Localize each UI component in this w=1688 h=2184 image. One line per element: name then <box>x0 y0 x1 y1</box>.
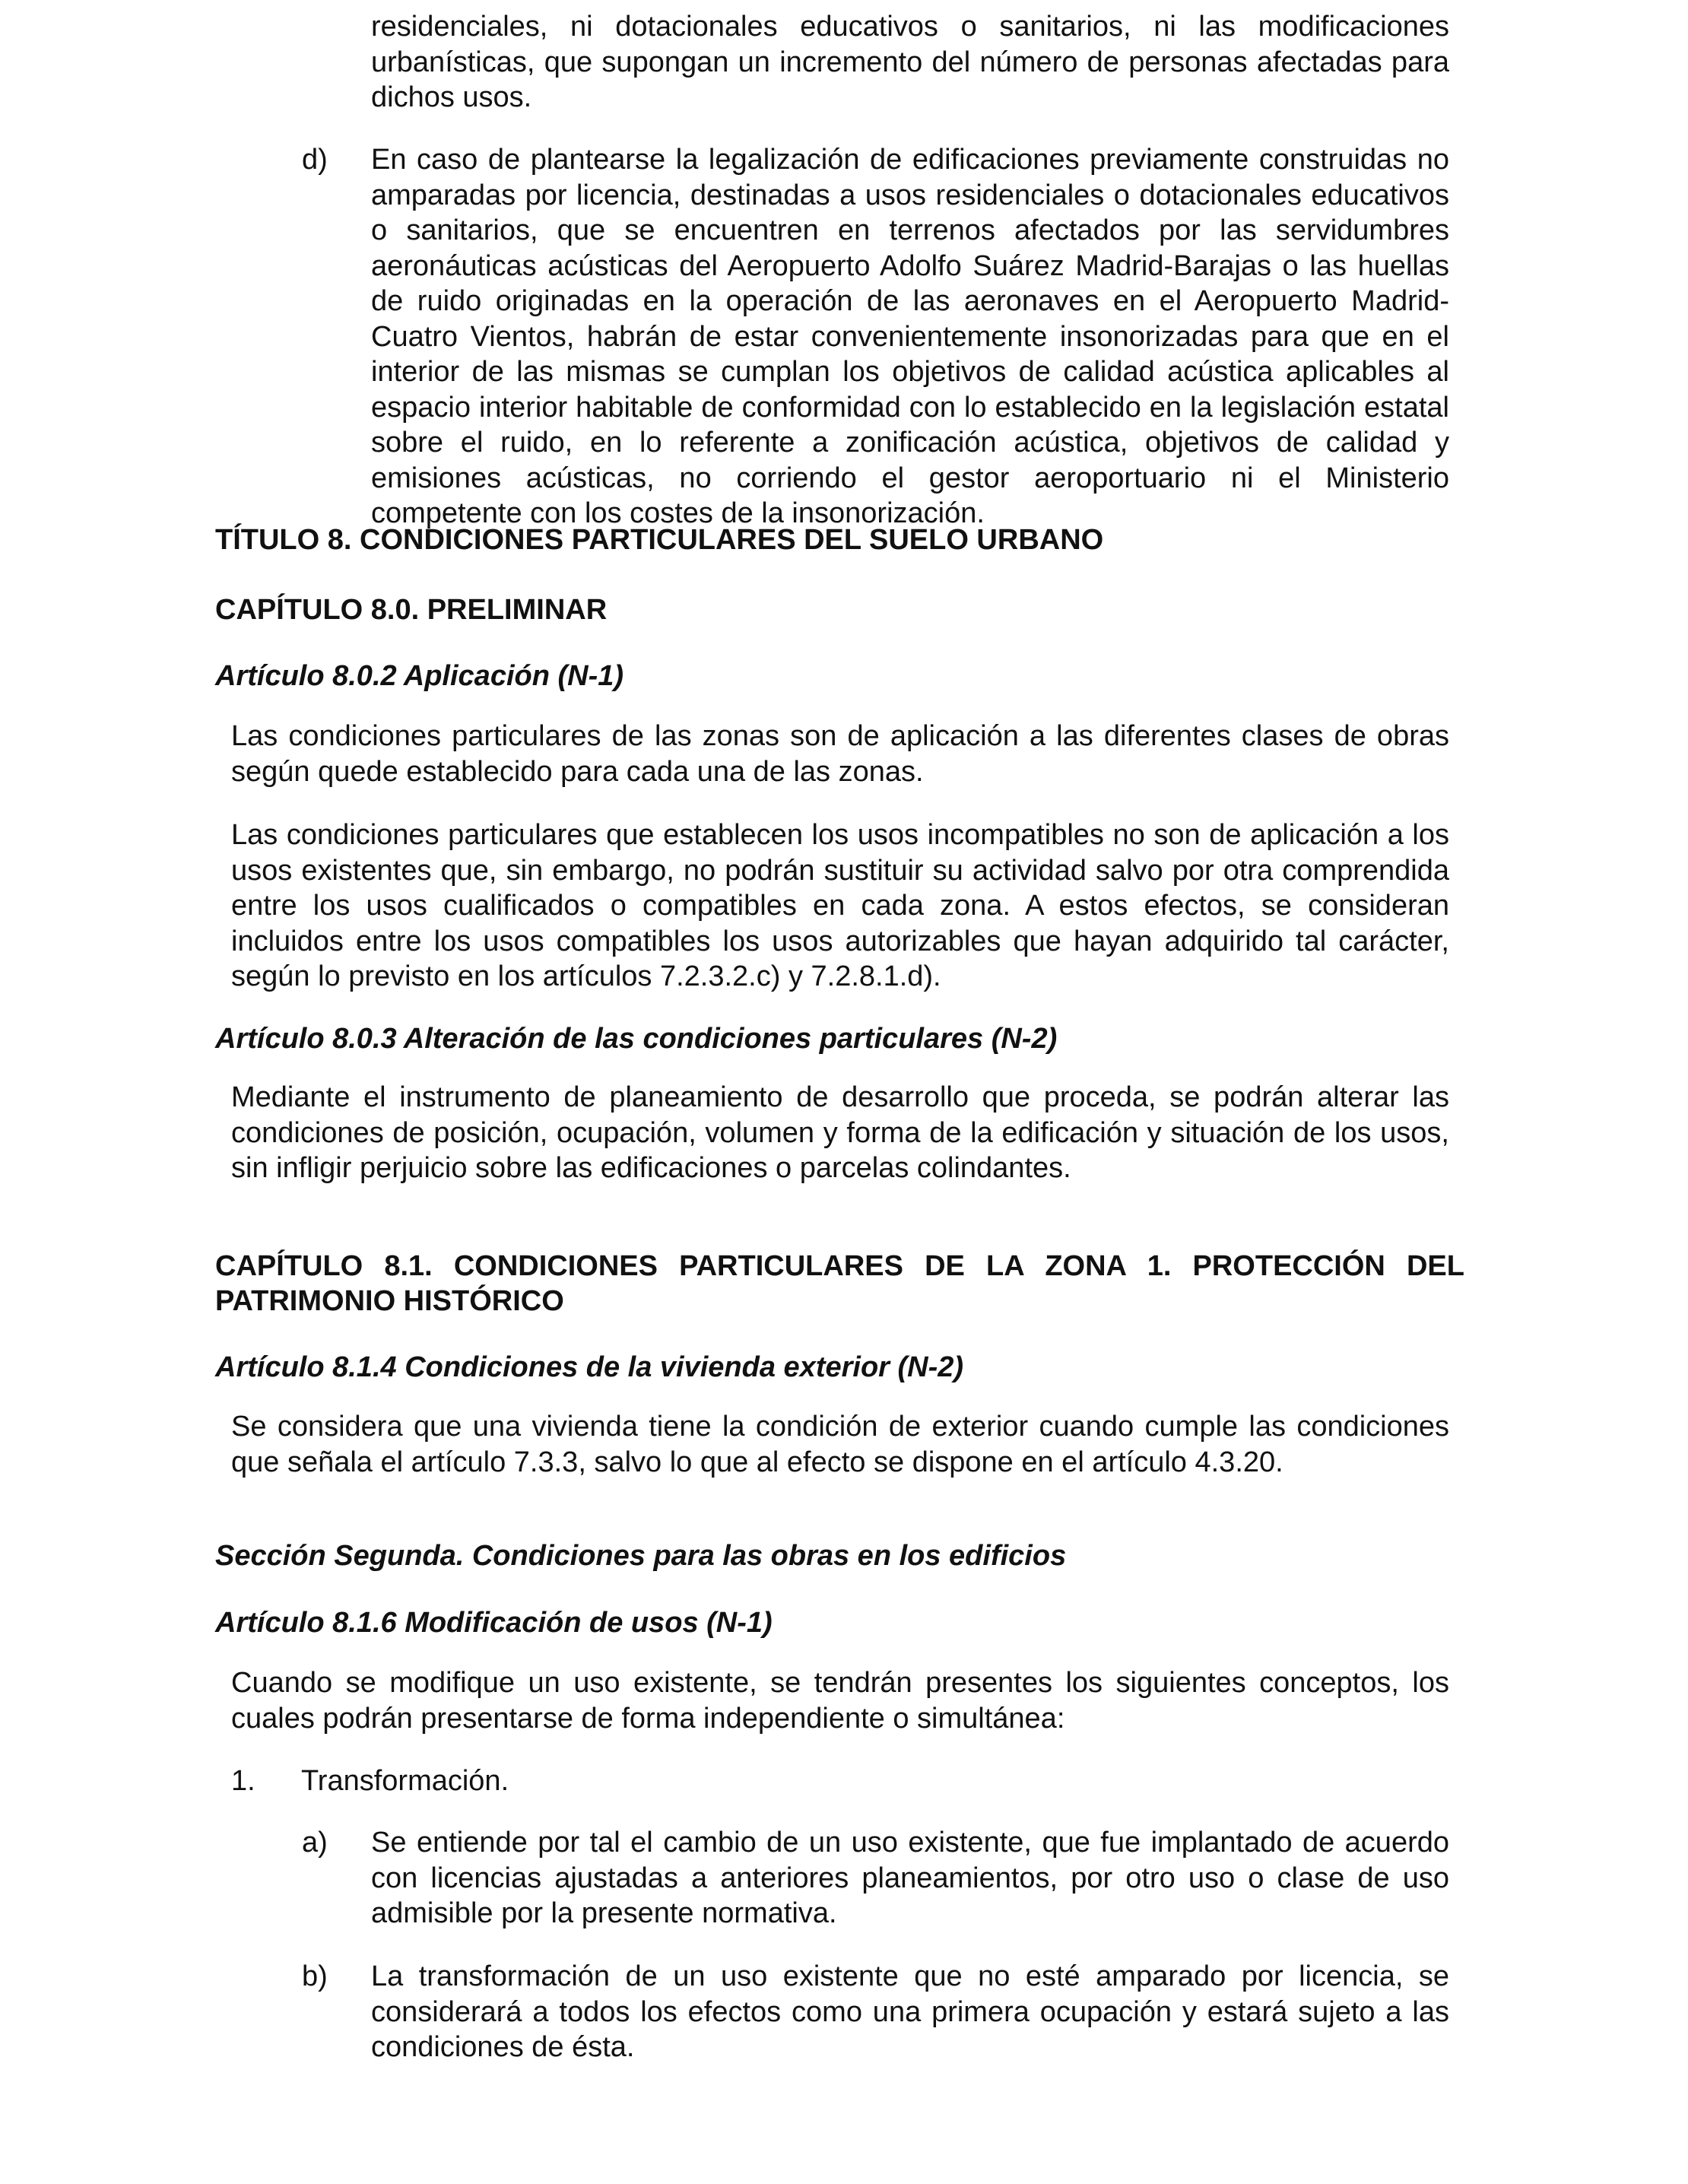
continuation-paragraph: residenciales, ni dotacionales educativos o sanitarios, ni las modificaciones urbanísticas, que supongan un incremento del número de personas afectadas para dichos usos. <box>371 11 1449 113</box>
article-8-0-2-paragraph-2: Las condiciones particulares que establecen los usos incompatibles no son de aplicación a los usos existentes que, sin embargo, no podrán sustituir su actividad salvo por otra comprendida entre los usos cualificados o compatibles en cada zona. A estos efectos, se consideran incluidos entre los usos compatibles los usos autorizables que hayan adquirido tal carácter, según lo previsto en los artículos 7.2.3.2.c) y 7.2.8.1.d). <box>231 819 1449 992</box>
chapter-heading-8-1: CAPÍTULO 8.1. CONDICIONES PARTICULARES DE LA ZONA 1. PROTECCIÓN DEL PATRIMONIO HISTÓRICO <box>215 1250 1464 1317</box>
title-heading: TÍTULO 8. CONDICIONES PARTICULARES DEL SUELO URBANO <box>215 524 1104 556</box>
chapter-heading-8-0: CAPÍTULO 8.0. PRELIMINAR <box>215 594 608 626</box>
section-heading: Sección Segunda. Condiciones para las obras en los edificios <box>215 1540 1067 1572</box>
list-item-a: Se entiende por tal el cambio de un uso existente, que fue implantado de acuerdo con licencias ajustadas a anteriores planeamientos, por otro uso o clase de uso admisible por la presente normativa. <box>371 1827 1449 1929</box>
article-8-0-3-paragraph-1: Mediante el instrumento de planeamiento de desarrollo que proceda, se podrán alterar las condiciones de posición, ocupación, volumen y forma de la edificación y situación de los usos, sin infligir perjuicio sobre las edificaciones o parcelas colindantes. <box>231 1081 1449 1184</box>
article-heading-8-1-4: Artículo 8.1.4 Condiciones de la vivienda exterior (N-2) <box>215 1351 964 1383</box>
article-8-0-2-paragraph-1: Las condiciones particulares de las zonas son de aplicación a las diferentes clases de obras según quede establecido para cada una de las zonas. <box>231 720 1449 788</box>
list-item-b: La transformación de un uso existente que no esté amparado por licencia, se considerará a todos los efectos como una primera ocupación y estará sujeto a las condiciones de ésta. <box>371 1960 1449 2063</box>
article-heading-8-0-2: Artículo 8.0.2 Aplicación (N-1) <box>215 660 624 692</box>
list-marker-d: d) <box>302 144 328 176</box>
list-marker-a: a) <box>302 1827 328 1859</box>
article-8-1-4-paragraph-1: Se considera que una vivienda tiene la condición de exterior cuando cumple las condiciones que señala el artículo 7.3.3, salvo lo que al efecto se dispone en el artículo 4.3.20. <box>231 1411 1449 1478</box>
list-item-1: Transformación. <box>301 1765 509 1797</box>
article-8-1-6-paragraph-1: Cuando se modifique un uso existente, se tendrán presentes los siguientes conceptos, los cuales podrán presentarse de forma independiente o simultánea: <box>231 1667 1449 1735</box>
list-marker-b: b) <box>302 1960 328 1992</box>
list-item-d: En caso de plantearse la legalización de edificaciones previamente construidas no amparadas por licencia, destinadas a usos residenciales o dotacionales educativos o sanitarios, que se encuentren en terrenos afectados por las servidumbres aeronáuticas acústicas del Aeropuerto Adolfo Suárez Madrid-Barajas o las huellas de ruido originadas en la operación de las aeronaves en el Aeropuerto Madrid-Cuatro Vientos, habrán de estar convenientemente insonorizadas para que en el interior de las mismas se cumplan los objetivos de calidad acústica aplicables al espacio interior habitable de conformidad con lo establecido en la legislación estatal sobre el ruido, en lo referente a zonificación acústica, objetivos de calidad y emisiones acústicas, no corriendo el gestor aeroportuario ni el Ministerio competente con los costes de la insonorización. <box>371 144 1449 529</box>
list-marker-1: 1. <box>231 1765 255 1797</box>
article-heading-8-0-3: Artículo 8.0.3 Alteración de las condiciones particulares (N-2) <box>215 1023 1058 1055</box>
article-heading-8-1-6: Artículo 8.1.6 Modificación de usos (N-1) <box>215 1607 773 1639</box>
